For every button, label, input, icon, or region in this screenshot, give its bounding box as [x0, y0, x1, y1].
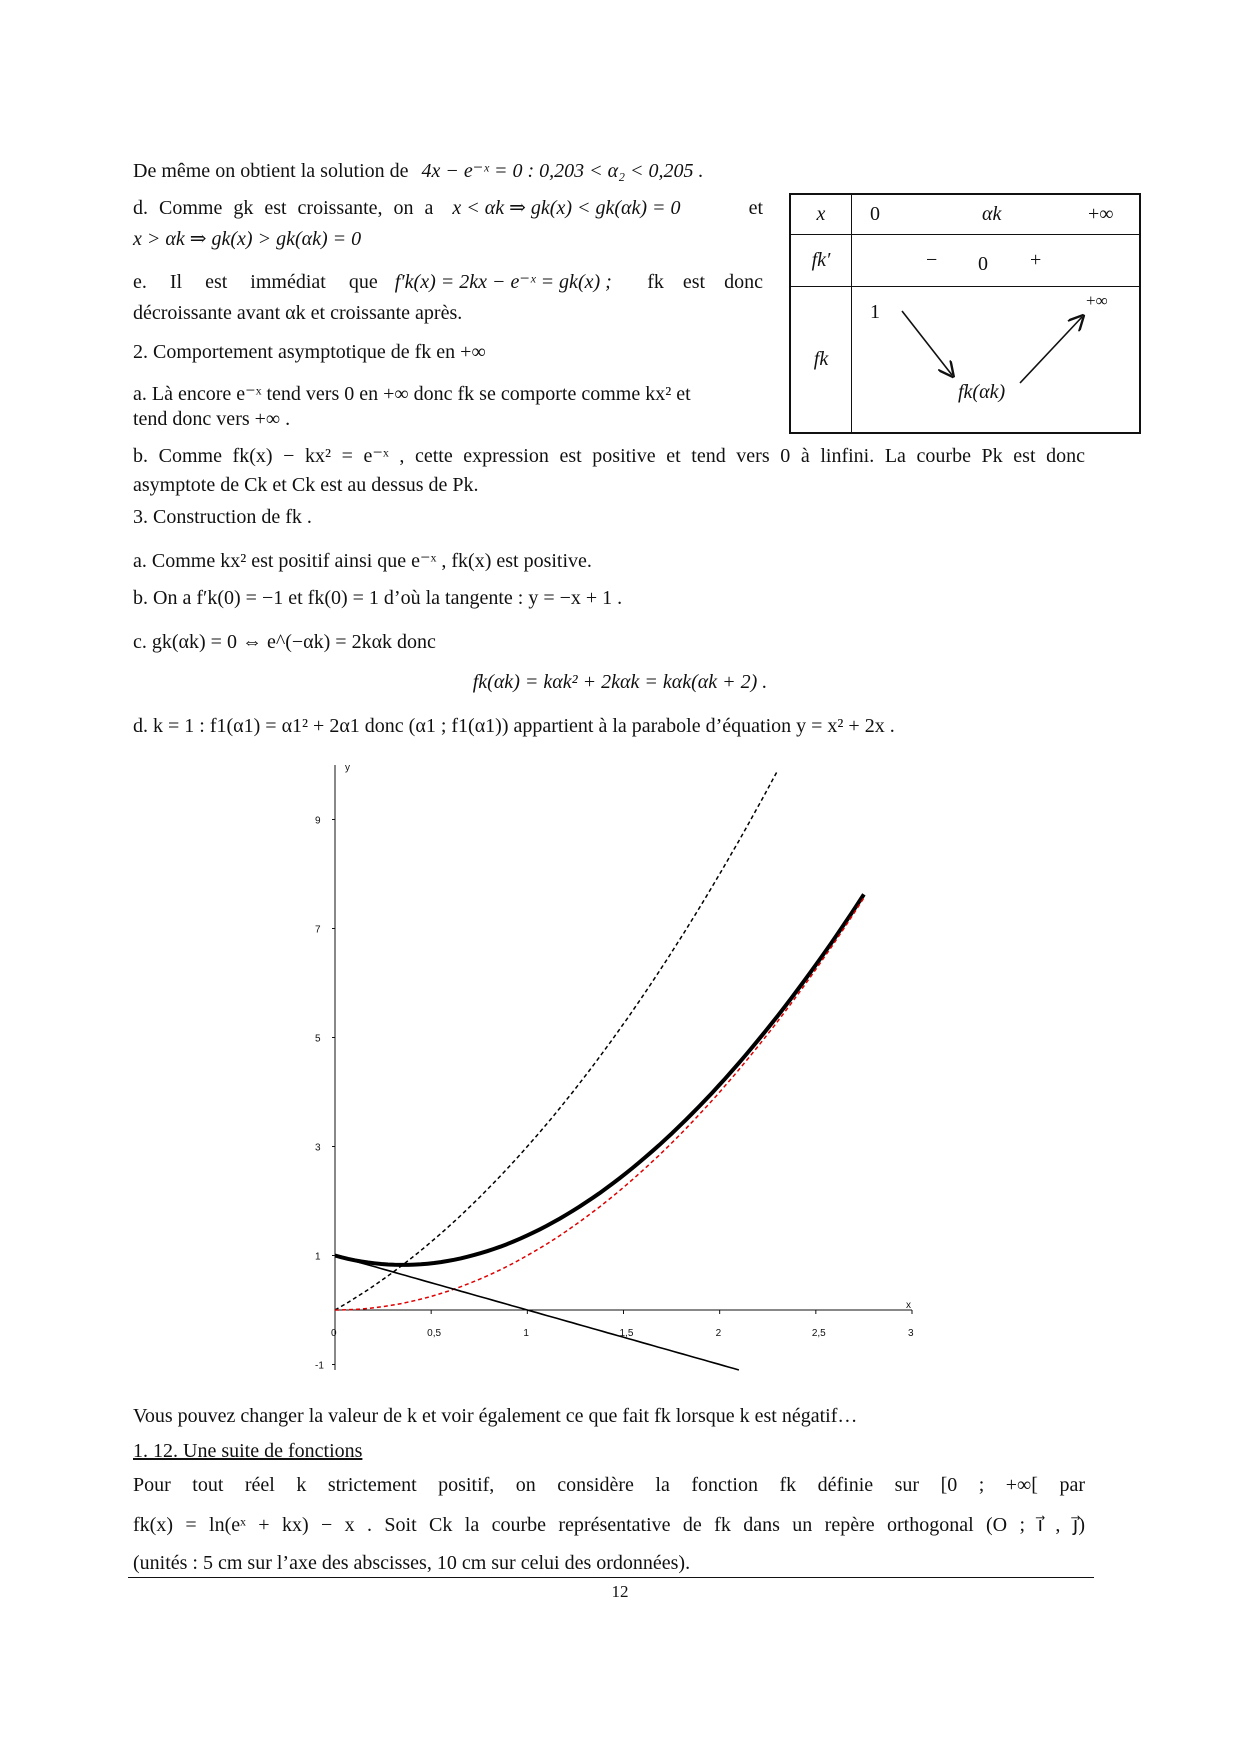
cell-x-label: x [790, 194, 852, 234]
x-tick-label: 0 [331, 1328, 337, 1339]
section-3-title: 3. Construction de fk . [133, 506, 312, 528]
line-b3: b. On a f′k(0) = −1 et fk(0) = 1 d’où la tangente : y = −x + 1 . [133, 587, 623, 609]
x-tick-label: 1 [523, 1328, 529, 1339]
cell-fp-signs [852, 234, 1141, 286]
line-d1 [133, 195, 763, 221]
x-alpha: αk [982, 203, 1002, 225]
fp-zero: 0 [978, 252, 988, 275]
x-zero: 0 [870, 203, 880, 225]
line-d2: x > αk ⇒ gk(x) > gk(αk) = 0 [133, 228, 362, 250]
cell-x-values [852, 194, 1141, 234]
y-tick-label: 3 [315, 1142, 321, 1154]
y-tick-label: 9 [315, 815, 321, 827]
f-one: 1 [870, 300, 880, 323]
para-line-3: (unités : 5 cm sur l’axe des abscisses, 10 cm sur celui des ordonnées). [133, 1552, 691, 1574]
footer-rule [128, 1577, 1094, 1578]
section-1-12-heading [133, 1438, 1093, 1464]
y-tick-label: 1 [315, 1251, 321, 1263]
fp-plus: + [1030, 248, 1042, 271]
e1-math: f′k(x) = 2kx − e⁻ˣ = gk(x) ; [394, 271, 612, 293]
f-min: fk(αk) [958, 380, 1006, 403]
e1-end: fk est donc [647, 271, 763, 293]
after-note: Vous pouvez changer la valeur de k et voir également ce que fait fk lorsque k est négatif… [133, 1405, 858, 1427]
y-tick-label: 7 [315, 924, 321, 936]
variation-arrows [852, 287, 1136, 427]
series-thick-black [335, 894, 864, 1265]
line-alpha2 [133, 158, 1093, 184]
x-tick-label: 3 [908, 1328, 914, 1339]
d1-et: et [748, 197, 763, 219]
series-dashed-black [335, 771, 777, 1310]
function-graph [300, 765, 940, 1385]
cell-fp-label: fk′ [790, 234, 852, 286]
line-d3: d. k = 1 : f1(α1) = α1² + 2α1 donc (α1 ; f1(α1)) appartient à la parabole d’équation y = x² + 2x . [133, 715, 895, 737]
series-thin-black [335, 1256, 739, 1371]
line-c3-equation: fk(αk) = kαk² + 2kαk = kαk(αk + 2) . [472, 671, 768, 693]
heading-text: 1. 12. Une suite de fonctions [133, 1440, 363, 1462]
y-tick-label: -1 [315, 1360, 324, 1372]
d1-text: d. Comme gk est croissante, on a [133, 197, 434, 219]
line-a1: a. Là encore e⁻ˣ tend vers 0 en +∞ donc fk se comporte comme kx² et [133, 383, 691, 405]
line-c3: c. gk(αk) = 0 ⇔ e^(−αk) = 2kαk donc [133, 631, 436, 653]
section-2-title: 2. Comportement asymptotique de fk en +∞ [133, 341, 486, 363]
line-e1 [133, 269, 763, 295]
cell-f-variation [852, 286, 1141, 433]
x-tick-label: 1,5 [619, 1328, 634, 1339]
para-line-1: Pour tout réel k strictement positif, on considère la fonction fk définie sur [0 ; +∞[ par [133, 1474, 1085, 1496]
y-tick-label: 5 [315, 1033, 321, 1045]
variation-table [789, 193, 1141, 434]
d1-math: x < αk ⇒ gk(x) < gk(αk) = 0 [452, 197, 681, 219]
line-a2: tend donc vers +∞ . [133, 408, 291, 430]
para-line-2: fk(x) = ln(eˣ + kx) − x . Soit Ck la courbe représentative de fk dans un repère orthogonal (O ; i⃗ , j⃗) [133, 1514, 1085, 1536]
x-tick-label: 2,5 [811, 1328, 826, 1339]
line-b1: b. Comme fk(x) − kx² = e⁻ˣ , cette expression est positive et tend vers 0 à linfini. La courbe Pk est donc [133, 445, 1085, 467]
decreasing-arrow [902, 311, 952, 375]
alpha2-math: 4x − e⁻ˣ = 0 : 0,203 < α₂ < 0,205 . [421, 160, 704, 182]
y-axis-label: y [345, 765, 350, 774]
line-e2: décroissante avant αk et croissante après. [133, 302, 463, 324]
x-tick-label: 2 [715, 1328, 722, 1339]
line-b2: asymptote de Ck et Ck est au dessus de Pk. [133, 474, 479, 496]
x-axis-label: x [906, 1300, 911, 1311]
increasing-arrow [1020, 317, 1082, 383]
x-pinf: +∞ [1088, 203, 1114, 225]
x-tick-label: 0,5 [427, 1328, 442, 1339]
e1-text: e. Il est immédiat que [133, 271, 378, 293]
cell-f-label: fk [790, 286, 852, 433]
fp-minus: − [926, 248, 938, 271]
line-a3: a. Comme kx² est positif ainsi que e⁻ˣ , fk(x) est positive. [133, 550, 592, 572]
f-pinf: +∞ [1086, 290, 1108, 310]
series-dashed-red [335, 898, 864, 1310]
page-number: 12 [611, 1582, 629, 1601]
alpha2-text: De même on obtient la solution de [133, 160, 409, 182]
